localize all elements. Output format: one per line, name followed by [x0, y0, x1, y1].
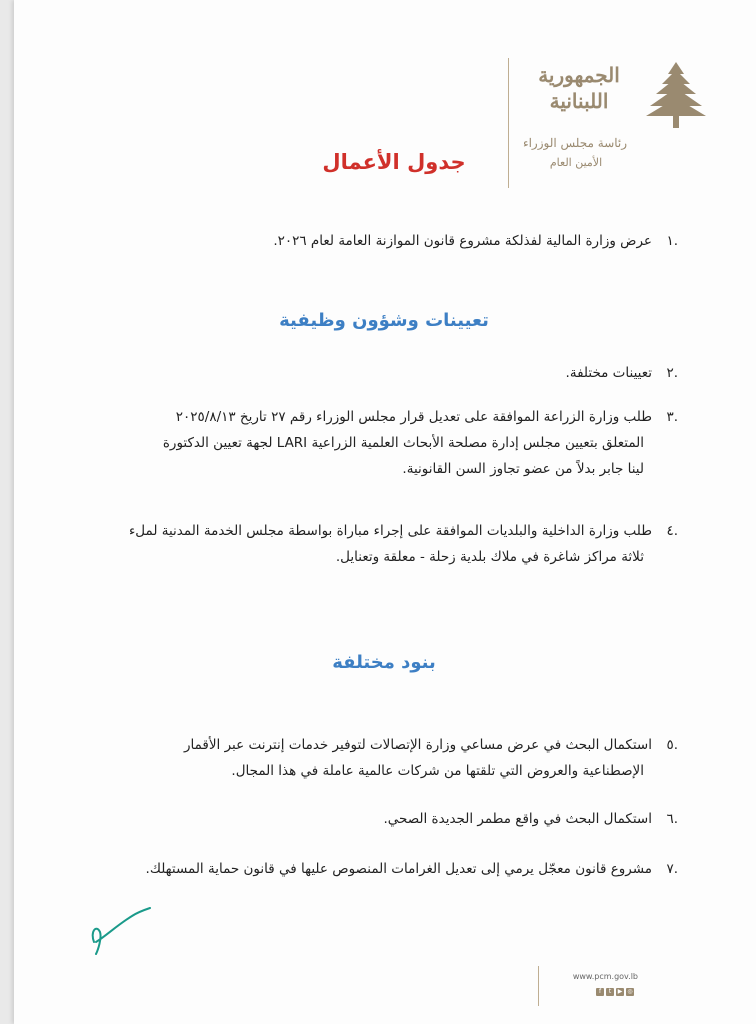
facebook-icon[interactable]: f — [596, 988, 604, 996]
office-title: الأمين العام — [549, 156, 603, 169]
section-heading-various: بنود مختلفة — [332, 652, 436, 673]
twitter-icon[interactable]: t — [606, 988, 614, 996]
footer-divider — [538, 966, 539, 1006]
agenda-item-3-line-3: لينا جابر بدلاً من عضو تجاوز السن القانونية. — [402, 461, 644, 477]
office-name: رئاسة مجلس الوزراء — [522, 136, 628, 150]
agenda-item-5: .٥استكمال البحث في عرض مساعي وزارة الإتصالات لتوفير خدمات إنترنت عبر الأقمار — [183, 737, 678, 753]
signature-icon — [86, 902, 156, 958]
agenda-item-6: .٦استكمال البحث في واقع مطمر الجديدة الصحي. — [383, 811, 678, 827]
section-heading-appointments: تعيينات وشؤون وظيفية — [279, 310, 489, 331]
website-url[interactable]: www.pcm.gov.lb — [572, 972, 638, 981]
agenda-item-4: .٤طلب وزارة الداخلية والبلديات الموافقة على إجراء مباراة بواسطة مجلس الخدمة المدنية لملء — [128, 523, 678, 539]
page-title: جدول الأعمال — [322, 150, 466, 174]
republic-emblem: الجمهورية اللبنانية — [538, 63, 620, 113]
footer — [538, 966, 638, 1006]
letterhead — [508, 58, 708, 193]
youtube-icon[interactable]: ▶ — [617, 988, 623, 995]
agenda-item-3-line-2: المتعلق بتعيين مجلس إدارة مصلحة الأبحاث العلمية الزراعية LARI لجهة تعيين الدكتورة — [162, 435, 644, 451]
agenda-item-1: .١عرض وزارة المالية لفذلكة مشروع قانون الموازنة العامة لعام ٢٠٢٦. — [273, 233, 678, 249]
agenda-item-2: .٢تعيينات مختلفة. — [565, 365, 678, 381]
document-page — [14, 0, 756, 1024]
agenda-item-7: .٧مشروع قانون معجّل يرمي إلى تعديل الغرامات المنصوص عليها في قانون حماية المستهلك. — [145, 861, 678, 877]
letterhead-divider — [508, 58, 509, 188]
agenda-item-5-line-2: الإصطناعية والعروض التي تلقتها من شركات عالمية عاملة في هذا المجال. — [231, 763, 644, 779]
agenda-item-4-line-2: ثلاثة مراكز شاغرة في ملاك بلدية زحلة - معلقة وتعنايل. — [335, 549, 644, 565]
cedar-tree-icon — [644, 58, 708, 130]
agenda-item-3: .٣طلب وزارة الزراعة الموافقة على تعديل قرار مجلس الوزراء رقم ٢٧ تاريخ ٢٠٢٥/٨/١٣ — [175, 409, 678, 425]
social-icons — [596, 988, 634, 996]
instagram-icon[interactable]: ◎ — [627, 988, 633, 995]
